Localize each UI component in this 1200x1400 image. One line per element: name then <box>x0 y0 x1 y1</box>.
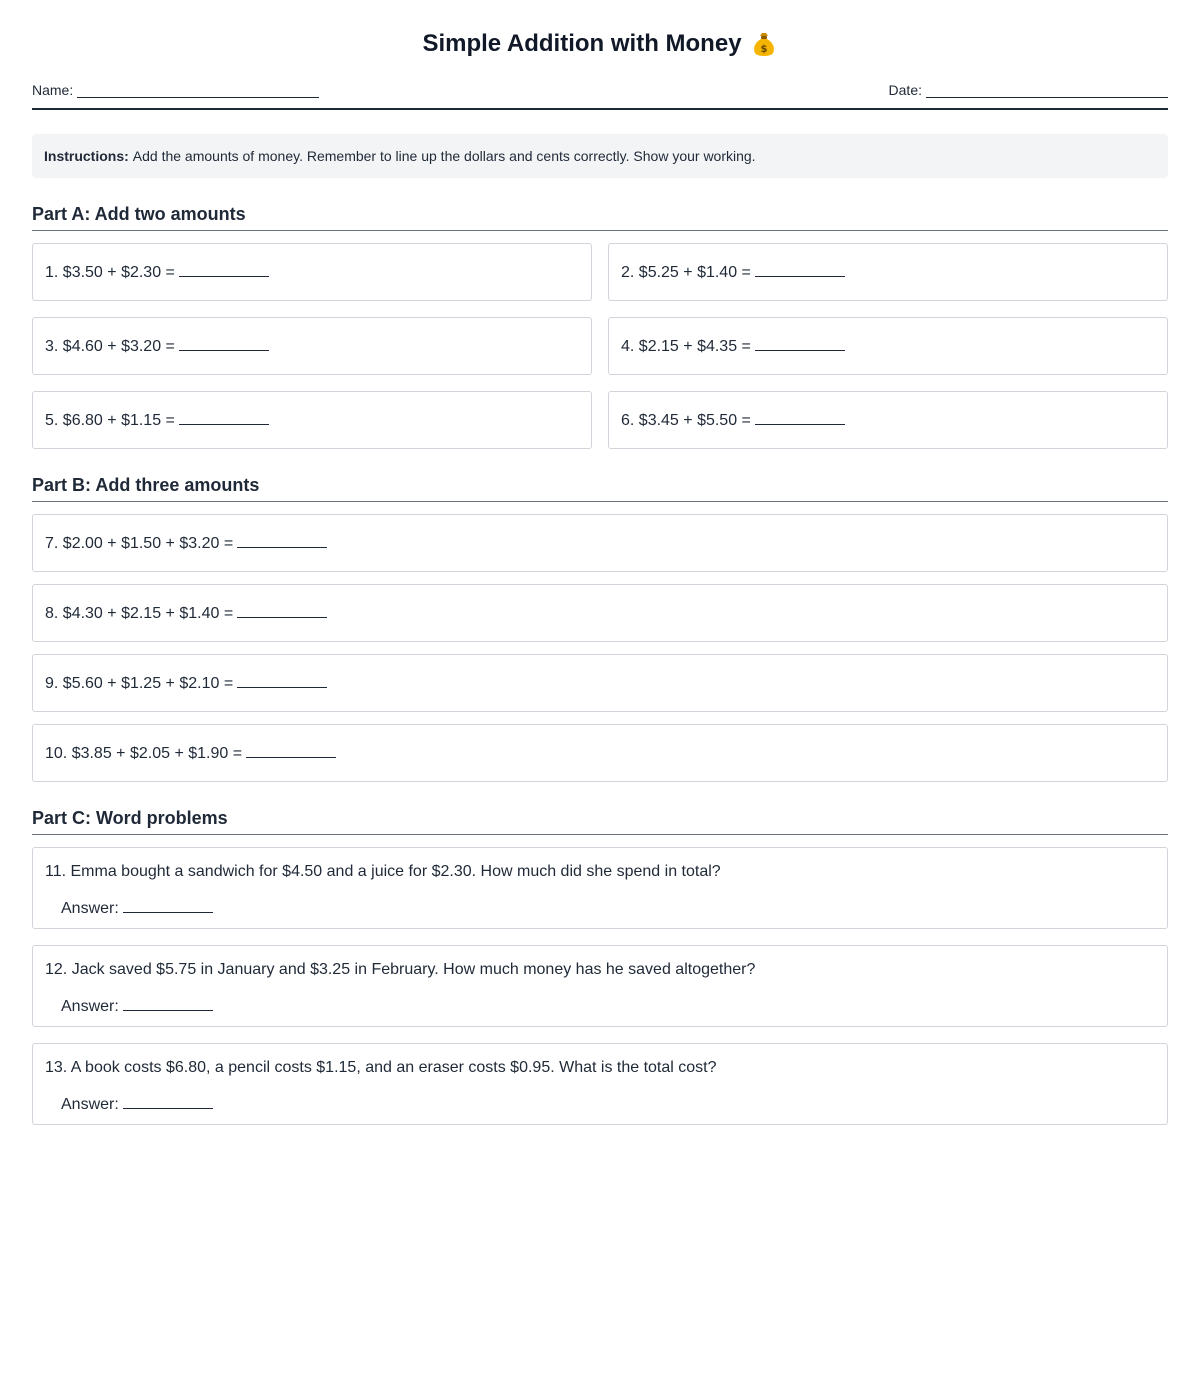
answer-label: Answer: <box>61 900 119 917</box>
problem-box <box>32 391 592 449</box>
part-c-heading: Part C: Word problems <box>32 808 1168 835</box>
problem-text: 10. $3.85 + $2.05 + $1.90 = <box>45 745 243 762</box>
problem-box <box>32 317 592 375</box>
word-problem-box <box>32 847 1168 929</box>
svg-text:$: $ <box>760 44 768 55</box>
name-date-row <box>32 80 1168 110</box>
answer-label: Answer: <box>61 1096 119 1113</box>
problem-box <box>32 654 1168 712</box>
money-bag-icon <box>750 30 778 58</box>
problem-box <box>32 243 592 301</box>
word-problem-text: 11. Emma bought a sandwich for $4.50 and a juice for $2.30. How much did she spend in total? <box>45 863 721 880</box>
problem-text: 1. $3.50 + $2.30 = <box>45 264 175 281</box>
problem-text: 6. $3.45 + $5.50 = <box>621 412 751 429</box>
title-text: Simple Addition with Money <box>422 30 742 57</box>
part-a-heading: Part A: Add two amounts <box>32 204 1168 231</box>
answer-blank[interactable] <box>755 259 845 277</box>
answer-label: Answer: <box>61 998 119 1015</box>
problem-text: 8. $4.30 + $2.15 + $1.40 = <box>45 605 234 622</box>
name-label: Name: <box>32 82 74 98</box>
answer-blank[interactable] <box>237 600 327 618</box>
answer-blank[interactable] <box>237 530 327 548</box>
name-field[interactable] <box>32 82 319 98</box>
part-b-heading: Part B: Add three amounts <box>32 475 1168 502</box>
problem-text: 3. $4.60 + $3.20 = <box>45 338 175 355</box>
problem-text: 9. $5.60 + $1.25 + $2.10 = <box>45 675 234 692</box>
answer-blank[interactable] <box>123 895 213 913</box>
answer-blank[interactable] <box>246 740 336 758</box>
word-problem-text: 12. Jack saved $5.75 in January and $3.25 in February. How much money has he saved altogether? <box>45 961 756 978</box>
problem-box <box>32 514 1168 572</box>
answer-blank[interactable] <box>755 407 845 425</box>
answer-blank[interactable] <box>179 259 269 277</box>
page-title <box>422 30 777 58</box>
problem-box <box>32 584 1168 642</box>
answer-blank[interactable] <box>179 333 269 351</box>
word-problem-box <box>32 945 1168 1027</box>
answer-blank[interactable] <box>755 333 845 351</box>
problem-text: 5. $6.80 + $1.15 = <box>45 412 175 429</box>
problem-box <box>608 243 1168 301</box>
instructions-label: Instructions: <box>44 148 129 164</box>
word-problem-box <box>32 1043 1168 1125</box>
answer-blank[interactable] <box>123 993 213 1011</box>
word-problem-text: 13. A book costs $6.80, a pencil costs $1.15, and an eraser costs $0.95. What is the total cost? <box>45 1059 717 1076</box>
answer-blank[interactable] <box>179 407 269 425</box>
problem-box <box>32 724 1168 782</box>
instructions-text: Add the amounts of money. Remember to line up the dollars and cents correctly. Show your working. <box>132 148 756 164</box>
title-row <box>32 30 1168 58</box>
date-field[interactable] <box>889 82 1168 98</box>
problem-text: 7. $2.00 + $1.50 + $3.20 = <box>45 535 234 552</box>
date-blank[interactable] <box>926 83 1168 98</box>
problem-box <box>608 317 1168 375</box>
date-label: Date: <box>888 82 922 98</box>
answer-blank[interactable] <box>123 1091 213 1109</box>
problem-text: 2. $5.25 + $1.40 = <box>621 264 751 281</box>
answer-blank[interactable] <box>237 670 327 688</box>
name-blank[interactable] <box>77 83 319 98</box>
problem-text: 4. $2.15 + $4.35 = <box>621 338 751 355</box>
problem-box <box>608 391 1168 449</box>
instructions-box <box>32 134 1168 178</box>
